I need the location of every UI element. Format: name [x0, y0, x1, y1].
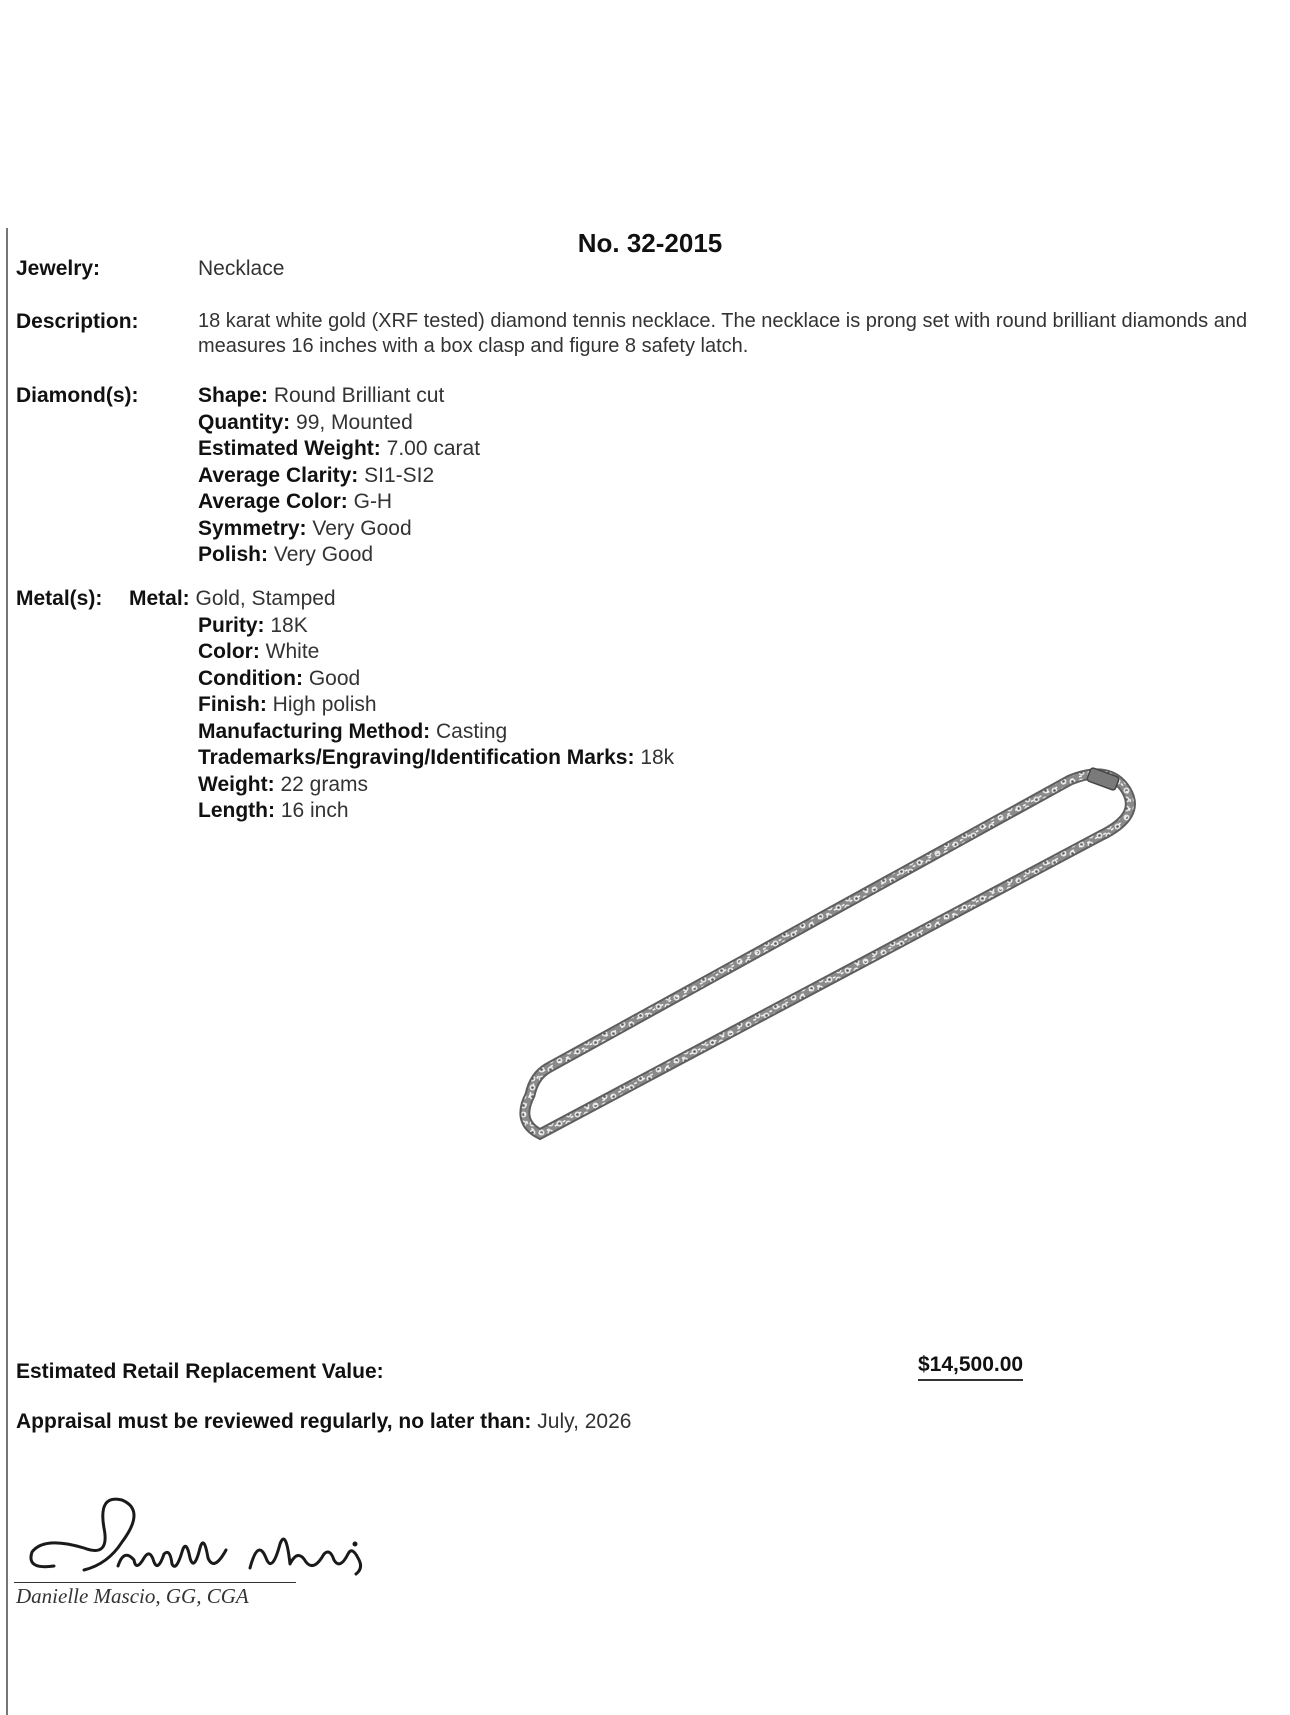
metal-condition: Condition: Good	[198, 666, 361, 690]
metal-type: Metal: Gold, Stamped	[129, 587, 336, 610]
page-left-rule	[6, 228, 8, 1715]
metal-purity: Purity: 18K	[198, 613, 308, 637]
metal-weight: Weight: 22 grams	[198, 772, 368, 796]
replacement-value-label: Estimated Retail Replacement Value:	[16, 1360, 384, 1383]
review-label: Appraisal must be reviewed regularly, no later than:	[16, 1410, 532, 1433]
handwritten-signature	[14, 1488, 394, 1588]
description-text: 18 karat white gold (XRF tested) diamond tennis necklace. The necklace is prong set with round brilliant diamonds and measures 16 inches with a box clasp and figure 8 safety latch.	[198, 310, 1248, 357]
diamond-symmetry: Symmetry: Very Good	[198, 516, 412, 540]
metals-label: Metal(s):	[16, 587, 103, 610]
jewelry-label: Jewelry:	[16, 257, 101, 280]
necklace-photo	[510, 750, 1170, 1150]
metal-length: Length: 16 inch	[198, 799, 349, 822]
diamonds-details	[198, 383, 480, 569]
appraiser-name: Danielle Mascio, GG, CGA	[16, 1584, 249, 1608]
necklace-chain	[525, 774, 1131, 1134]
metal-trademarks: Trademarks/Engraving/Identification Marks: 18k	[198, 746, 675, 769]
metal-color: Color: White	[198, 640, 320, 663]
replacement-value-amount: $14,500.00	[918, 1353, 1023, 1381]
description-label: Description:	[16, 310, 139, 333]
diamond-average-color: Average Color: G-H	[198, 490, 393, 513]
diamond-polish: Polish: Very Good	[198, 543, 374, 566]
metal-manufacturing-method: Manufacturing Method: Casting	[198, 719, 508, 743]
diamond-estimated-weight: Estimated Weight: 7.00 carat	[198, 437, 481, 460]
diamond-average-clarity: Average Clarity: SI1-SI2	[198, 463, 435, 487]
diamonds-label: Diamond(s):	[16, 384, 139, 407]
diamond-quantity: Quantity: 99, Mounted	[198, 410, 413, 434]
review-date: July, 2026	[537, 1410, 632, 1433]
review-deadline	[16, 1410, 631, 1434]
signature-line	[14, 1582, 296, 1583]
necklace-clasp	[1087, 767, 1120, 790]
metal-finish: Finish: High polish	[198, 693, 377, 716]
document-number: No. 32-2015	[577, 228, 723, 258]
jewelry-value: Necklace	[198, 257, 285, 280]
diamond-shape: Shape: Round Brilliant cut	[198, 384, 445, 407]
